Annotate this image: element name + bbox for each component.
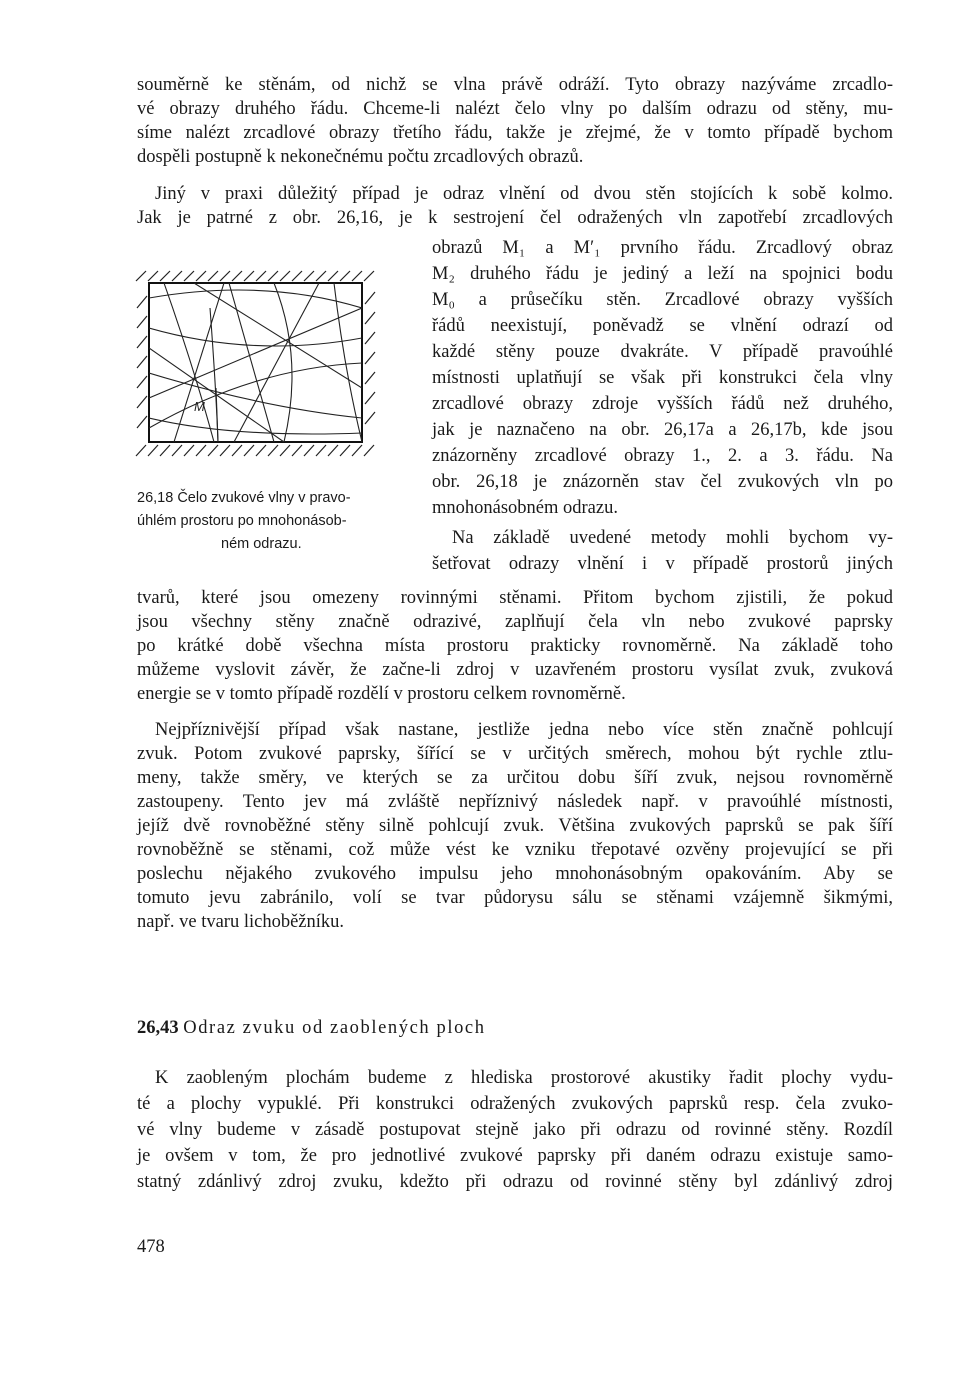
hatch-bottom <box>136 445 374 456</box>
text-line: např. ve tvaru lichoběžníku. <box>137 912 345 932</box>
text-line: je ovšem v tom, že pro jednotlivé zvukové paprsky při daném odrazu existuje samo- <box>137 1146 893 1166</box>
text-line: M₂ druhého řádu je jediný a leží na spojnici bodu <box>432 264 893 284</box>
hatch-top <box>136 271 374 281</box>
figure-wave-diagram <box>134 268 384 464</box>
text-line: statný zdánlivý zdroj zvuku, kdežto při odrazu od rovinné stěny byl zdánlivý zdroj <box>137 1172 893 1192</box>
text-line: M₀ a průsečíku stěn. Zrcadlové obrazy vyšších <box>432 290 893 310</box>
text-line: K zaobleným plochám budeme z hlediska prostorové akustiky řadit plochy vydu- <box>155 1068 893 1088</box>
page-number: 478 <box>137 1237 165 1257</box>
text-line: Jiný v praxi důležitý případ je odraz vlnění od dvou stěn stojících k sobě kolmo. <box>155 184 893 204</box>
text-line: Jak je patrné z obr. 26,16, je k sestrojení čel odražených vln zapotřebí zrcadlových <box>137 208 893 228</box>
text-line: vé obrazy druhého řádu. Chceme-li nalézt čelo vlny po dalším odrazu od stěny, mu- <box>137 99 893 119</box>
text-line: znázorněny zrcadlové obrazy 1., 2. a 3. řádu. Na <box>432 446 893 466</box>
text-line: po krátké době všechna místa prostoru prakticky rovnoměrně. Na základě toho <box>137 636 893 656</box>
wavefront-lines <box>149 283 362 442</box>
text-line: zvuk. Potom zvukové paprsky, šířící se v určitých směrech, mohou být rychle ztlu- <box>137 744 893 764</box>
text-line: místnosti uplatňují se však při konstrukci čela vlny <box>432 368 893 388</box>
text-line: jsou všechny stěny značně odrazivé, zaplňují čela vln nebo zvukové paprsky <box>137 612 893 632</box>
text-line: jejíž dvě rovnoběžné stěny silně pohlcují zvuk. Většina zvukových paprsků se pak šíří <box>137 816 893 836</box>
hatch-left <box>137 296 147 428</box>
text-line: Nejpříznivější případ však nastane, jestliže jedna nebo více stěn značně pohlcují <box>155 720 893 740</box>
text-line: každé stěny pouze dvakráte. V případě pravoúhlé <box>432 342 893 362</box>
text-line: obrazů M₁ a M′₁ prvního řádu. Zrcadlový obraz <box>432 238 893 258</box>
figure-caption: úhlém prostoru po mnohonásob- <box>137 513 347 529</box>
text-line: vé vlny budeme v zásadě postupovat stejně jako při odrazu od rovinné stěny. Rozdíl <box>137 1120 893 1140</box>
text-line: souměrně ke stěnám, od nichž se vlna právě odráží. Tyto obrazy nazýváme zrcadlo- <box>137 75 893 95</box>
text-line: meny, takže směry, ve kterých se za určitou dobu šíří zvuk, nejsou rovnoměrně <box>137 768 893 788</box>
text-line: šetřovat odrazy vlnění i v případě prostorů jiných <box>432 554 893 574</box>
figure-label: M <box>194 399 205 414</box>
text-line: můžeme vyslovit závěr, že začne-li zdroj v uzavřeném prostoru vysílat zvuk, zvuková <box>137 660 893 680</box>
figure-caption: 26,18 Čelo zvukové vlny v pravo- <box>137 490 351 506</box>
text-line: zastoupeny. Tento jev má zvláště nepříznivý následek např. v pravoúhlé místnosti, <box>137 792 893 812</box>
text-line: tvarů, které jsou omezeny rovinnými stěnami. Přitom bychom zjistili, že pokud <box>137 588 893 608</box>
text-line: mnohonásobném odrazu. <box>432 498 618 518</box>
figure-caption: ném odrazu. <box>221 536 302 552</box>
text-line: energie se v tomto případě rozdělí v prostoru celkem rovnoměrně. <box>137 684 626 704</box>
text-line: Na základě uvedené metody mohli bychom vy- <box>452 528 893 548</box>
section-heading <box>137 1016 486 1040</box>
text-line: síme nalézt zrcadlové obrazy třetího řádu, takže je zřejmé, že v tomto případě bychom <box>137 123 893 143</box>
text-line: řádů neexistují, poněvadž se vlnění odrazí od <box>432 316 893 336</box>
text-line: obr. 26,18 je znázorněn stav čel zvukových vln po <box>432 472 893 492</box>
section-title: Odraz zvuku od zaoblených ploch <box>183 1018 486 1038</box>
text-line: té a plochy vypuklé. Při konstrukci odražených zvukových paprsků resp. čela zvuko- <box>137 1094 893 1114</box>
text-line: rovnoběžně se stěnami, což může vést ke vzniku třepotavé ozvěny projevující se při <box>137 840 893 860</box>
text-line: poslechu nějakého zvukového impulsu jeho mnohonásobným opakováním. Aby se <box>137 864 893 884</box>
text-line: zrcadlové obrazy zdroje vyšších řádů než druhého, <box>432 394 893 414</box>
section-number: 26,43 <box>137 1018 179 1038</box>
hatch-right <box>365 292 375 424</box>
text-line: tomuto jevu zabránilo, volí se tvar půdorysu sálu se stěnami vzájemně šikmými, <box>137 888 893 908</box>
text-line: jak je naznačeno na obr. 26,17a a 26,17b, kde jsou <box>432 420 893 440</box>
text-line: dospěli postupně k nekonečnému počtu zrcadlových obrazů. <box>137 147 584 167</box>
